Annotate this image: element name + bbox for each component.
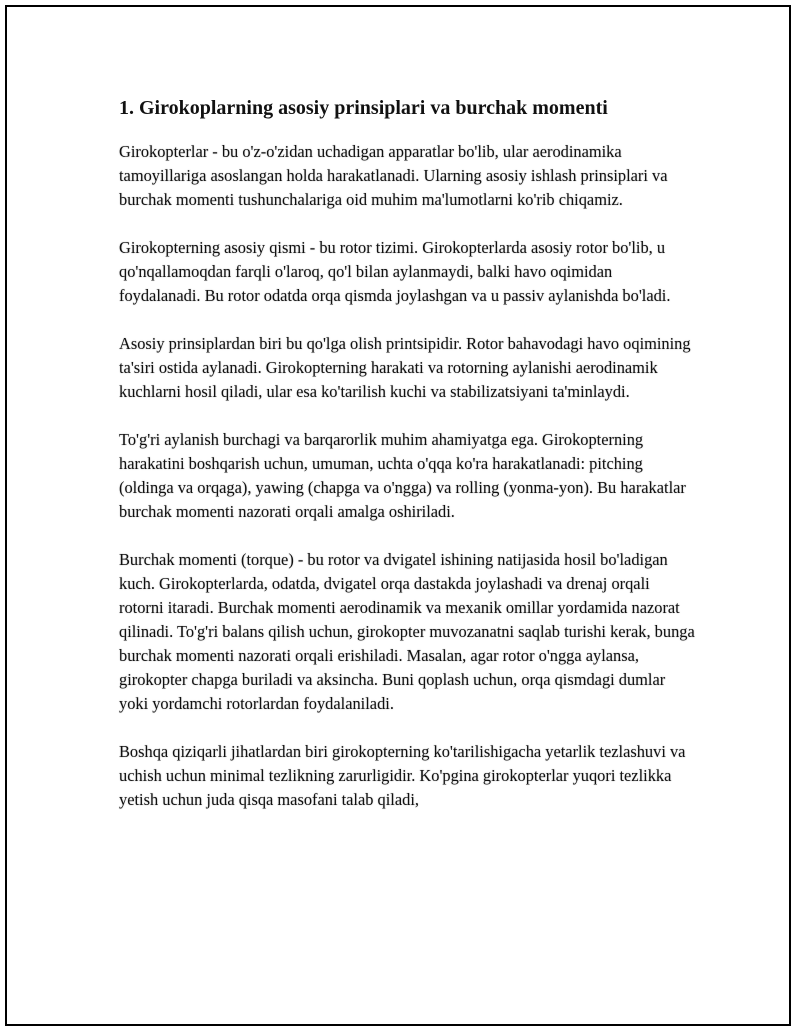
paragraph-1: Girokopterlar - bu o'z-o'zidan uchadigan apparatlar bo'lib, ular aerodinamika tamoyillariga asoslangan holda harakatlanadi. Ularning asosiy ishlash prinsiplari va burchak momenti tushunchalariga oid muhim ma'lumotlarni ko'rib chiqamiz. <box>119 142 668 209</box>
document-body <box>119 92 697 836</box>
paragraph-3: Asosiy prinsiplardan biri bu qo'lga olish printsipidir. Rotor bahavodagi havo oqimining ta'siri ostida aylanadi. Girokopterning harakati va rotorning aylanishi aerodinamik kuchlarni hosil qiladi, ular esa ko'tarilish kuchi va stabilizatsiyani ta'minlaydi. <box>119 334 691 401</box>
paragraph-6: Boshqa qiziqarli jihatlardan biri girokopterning ko'tarilishigacha yetarlik tezlashuvi va uchish uchun minimal tezlikning zarurligidir. Ko'pgina girokopterlar yuqori tezlikka yetish uchun juda qisqa masofani talab qiladi, <box>119 742 686 809</box>
paragraph-5: Burchak momenti (torque) - bu rotor va dvigatel ishining natijasida hosil bo'ladigan kuch. Girokopterlarda, odatda, dvigatel orqa dastakda joylashadi va drenaj orqali rotorni itaradi. Burchak momenti aerodinamik va mexanik omillar yordamida nazorat qilinadi. To'g'ri balans qilish uchun, girokopter muvozanatni saqlab turishi kerak, bunga burchak momenti nazorati orqali erishiladi. Masalan, agar rotor o'ngga aylansa, girokopter chapga buriladi va aksincha. Buni qoplash uchun, orqa qismdagi dumlar yoki yordamchi rotorlardan foydalaniladi. <box>119 550 695 713</box>
document-page <box>5 5 791 1026</box>
section-heading: 1. Girokoplarning asosiy prinsiplari va burchak momenti <box>119 97 608 119</box>
paragraph-2: Girokopterning asosiy qismi - bu rotor tizimi. Girokopterlarda asosiy rotor bo'lib, u qo'nqallamoqdan farqli o'laroq, qo'l bilan aylanmaydi, balki havo oqimidan foydalanadi. Bu rotor odatda orqa qismda joylashgan va u passiv aylanishda bo'ladi. <box>119 238 671 305</box>
paragraph-4: To'g'ri aylanish burchagi va barqarorlik muhim ahamiyatga ega. Girokopterning harakatini boshqarish uchun, umuman, uchta o'qqa ko'ra harakatlanadi: pitching (oldinga va orqaga), yawing (chapga va o'ngga) va rolling (yonma-yon). Bu harakatlar burchak momenti nazorati orqali amalga oshiriladi. <box>119 430 686 521</box>
